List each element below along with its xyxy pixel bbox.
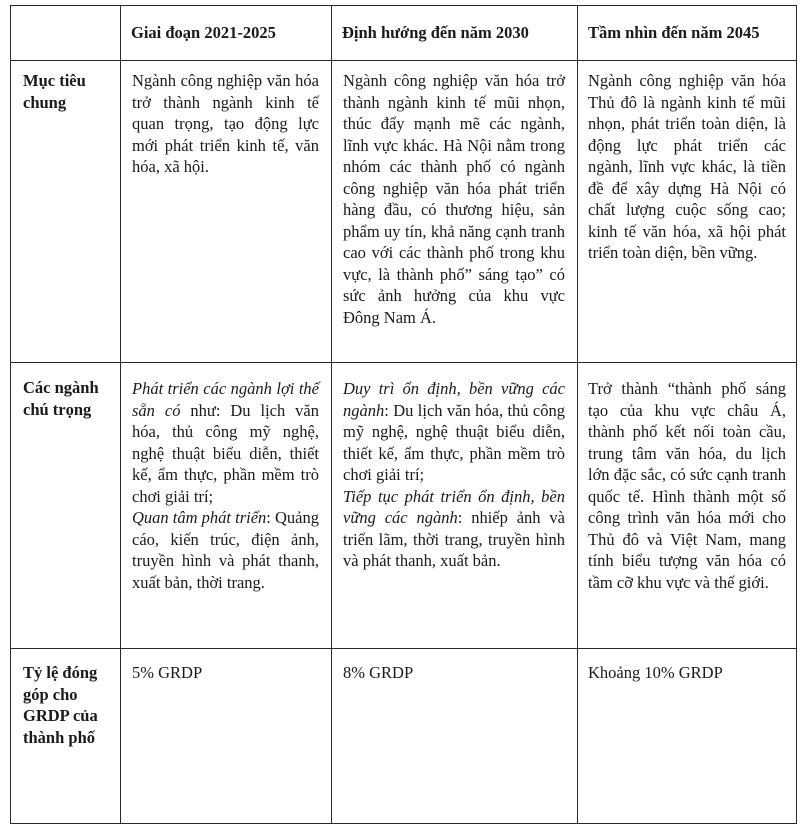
body-text: : Quảng cáo, kiến trúc, điện ảnh, truyền hình và phát thanh, xuất bản, thời trang. bbox=[132, 508, 319, 592]
row-label-general-goal: Mục tiêu chung bbox=[11, 61, 121, 363]
cell-general-goal-2025: Ngành công nghiệp văn hóa trở thành ngành kinh tế quan trọng, tạo động lực mới phát triển kinh tế, văn hóa, xã hội. bbox=[121, 61, 332, 363]
body-text: như: Du lịch văn hóa, thủ công mỹ nghệ, nghệ thuật biểu diễn, thiết kế, ẩm thực, phần mềm trò chơi giải trí; bbox=[132, 400, 319, 506]
cell-grdp-2025: 5% GRDP bbox=[121, 649, 332, 824]
emphasis-text: Duy trì ổn định, bền vững các ngành bbox=[343, 379, 565, 420]
cell-focus-industries-2045: Trở thành “thành phố sáng tạo của khu vực châu Á, thành phố kết nối toàn cầu, trung tâm văn hóa, du lịch lớn đặc sắc, có sức cạnh tranh quốc tế. Hình thành một số công trình văn hóa mới cho Thủ đô và Việt Nam, mang tính biểu tượng văn hóa có tầm cỡ khu vực và thế giới. bbox=[578, 363, 797, 649]
table-row bbox=[11, 61, 797, 363]
cell-general-goal-2045: Ngành công nghiệp văn hóa Thủ đô là ngành kinh tế mũi nhọn, phát triển toàn diện, là động lực phát triển các ngành, lĩnh vực khác, là tiền đề để xây dựng Hà Nội có chất lượng cuộc sống cao; kinh tế văn hóa, xã hội phát triển toàn diện, bền vững. bbox=[578, 61, 797, 363]
emphasis-text: Tiếp tục phát triển ổn định, bền vững các ngành bbox=[343, 486, 565, 527]
goals-table bbox=[10, 5, 797, 824]
body-text: : nhiếp ảnh và triển lãm, thời trang, truyền hình và phát thanh, xuất bản. bbox=[343, 508, 565, 570]
cell-focus-industries-2030 bbox=[332, 363, 578, 649]
header-orientation-2030: Định hướng đến năm 2030 bbox=[332, 6, 578, 61]
row-label-focus-industries: Các ngành chú trọng bbox=[11, 363, 121, 649]
cell-grdp-2030: 8% GRDP bbox=[332, 649, 578, 824]
cell-grdp-2045: Khoảng 10% GRDP bbox=[578, 649, 797, 824]
header-row bbox=[11, 6, 797, 61]
header-vision-2045: Tầm nhìn đến năm 2045 bbox=[578, 6, 797, 61]
header-period-2021-2025: Giai đoạn 2021-2025 bbox=[121, 6, 332, 61]
cell-general-goal-2030: Ngành công nghiệp văn hóa trở thành ngành kinh tế mũi nhọn, thúc đẩy mạnh mẽ các ngành, lĩnh vực khác. Hà Nội nằm trong nhóm các thành phố có ngành công nghiệp văn hóa phát triển hàng đầu, có thương hiệu, sản phẩm uy tín, khả năng cạnh tranh cao với các thành phố trong khu vực, là thành phố” sáng tạo” có sức ảnh hưởng của khu vực Đông Nam Á. bbox=[332, 61, 578, 363]
cell-focus-industries-2025 bbox=[121, 363, 332, 649]
emphasis-text: Phát triển các ngành lợi thế sẵn có bbox=[132, 379, 319, 420]
emphasis-text: Quan tâm phát triển bbox=[132, 508, 267, 527]
table-row bbox=[11, 649, 797, 824]
body-text: : Du lịch văn hóa, thủ công mỹ nghệ, nghệ thuật biểu diễn, thiết kế, ẩm thực, phần mềm trò chơi giải trí; bbox=[343, 400, 565, 484]
row-label-grdp-share: Tỷ lệ đóng góp cho GRDP của thành phố bbox=[11, 649, 121, 824]
header-empty-cell bbox=[11, 6, 121, 61]
table-row bbox=[11, 363, 797, 649]
